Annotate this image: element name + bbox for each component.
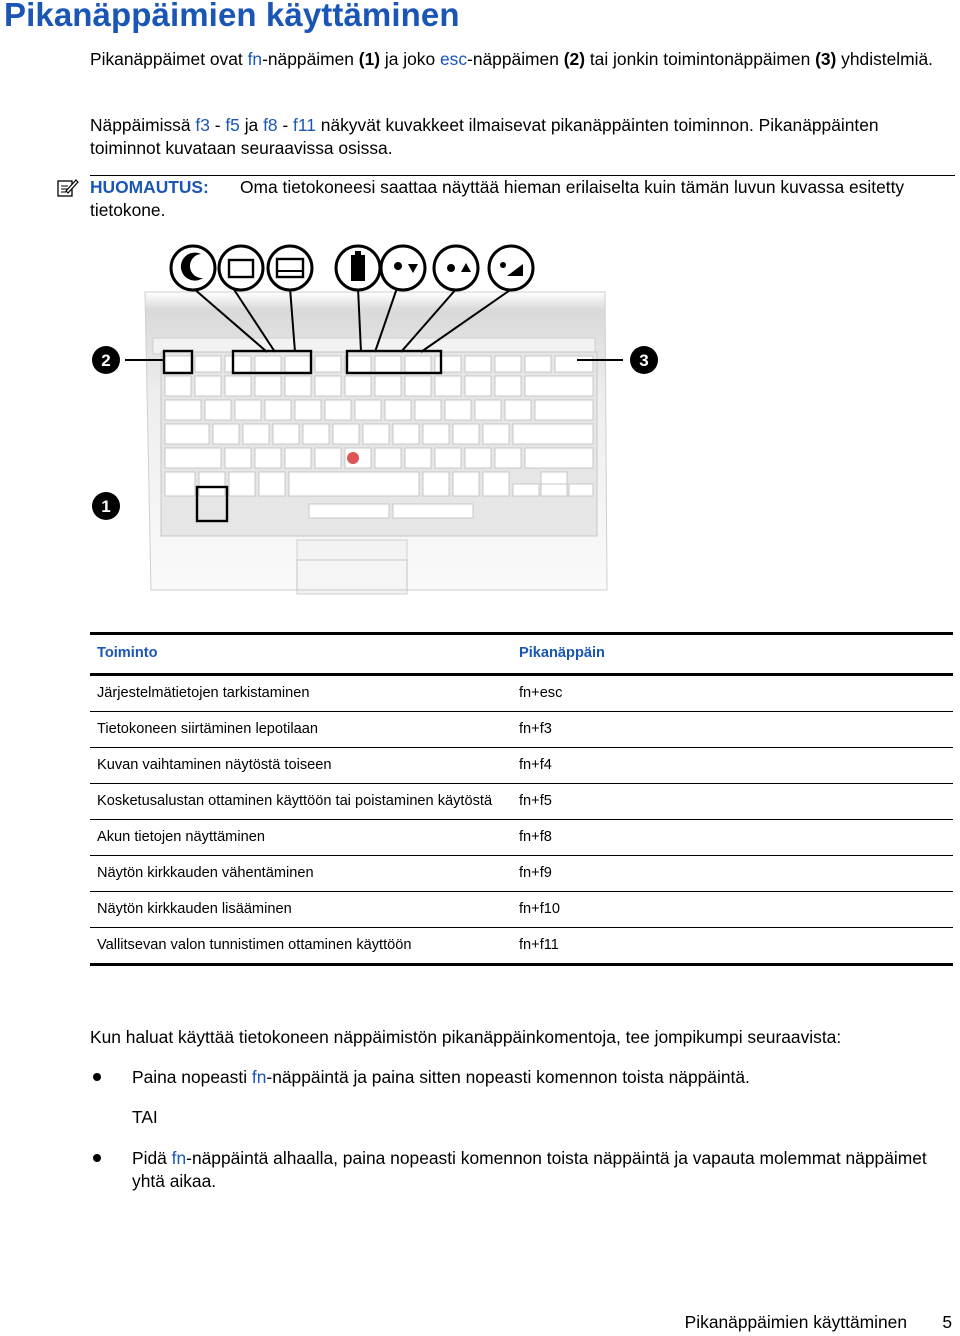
header-function: Toiminto: [90, 634, 512, 675]
brightness-up-icon: [434, 246, 478, 290]
note-label: HUOMAUTUS:: [90, 177, 209, 197]
icons-paragraph: Näppäimissä f3 - f5 ja f8 - f11 näkyvät kuvakkeet ilmaisevat pikanäppäinten toiminnon. Pikanäppäinten toiminnot kuvataan seuraavissa osissa.: [90, 115, 879, 158]
intro-paragraph: Pikanäppäimet ovat fn-näppäimen (1) ja joko esc-näppäimen (2) tai jonkin toimintonäppäimen (3) yhdistelmiä.: [90, 49, 933, 69]
callout-2: 2: [101, 351, 111, 370]
usage-or: TAI: [132, 1107, 158, 1127]
table-row: Näytön kirkkauden vähentäminen fn+f9: [90, 856, 953, 892]
note-text: Oma tietokoneesi saattaa näyttää hieman erilaiselta kuin tämän luvun kuvassa esitetty tietokone.: [90, 177, 905, 220]
touchpad-icon: [268, 246, 312, 290]
battery-icon: [336, 246, 380, 290]
brightness-down-icon: [381, 246, 425, 290]
page-number: 5: [942, 1312, 952, 1332]
display-switch-icon: [219, 246, 263, 290]
table-row: Vallitsevan valon tunnistimen ottaminen käyttöön fn+f11: [90, 928, 953, 965]
callout-1: 1: [101, 497, 111, 516]
header-hotkey: Pikanäppäin: [512, 634, 953, 675]
note-pencil-icon: [57, 178, 79, 198]
bullet-dot: [93, 1073, 101, 1081]
table-row: Näytön kirkkauden lisääminen fn+f10: [90, 892, 953, 928]
hotkey-table: [90, 632, 953, 966]
table-row: Akun tietojen näyttäminen fn+f8: [90, 820, 953, 856]
usage-intro: Kun haluat käyttää tietokoneen näppäimistön pikanäppäinkomentoja, tee jompikumpi seuraavista:: [90, 1027, 842, 1047]
table-row: Kuvan vaihtaminen näytöstä toiseen fn+f4: [90, 748, 953, 784]
page-title: Pikanäppäimien käyttäminen: [4, 0, 460, 33]
usage-bullet-1: Paina nopeasti fn-näppäintä ja paina sitten nopeasti komennon toista näppäintä.: [132, 1067, 750, 1087]
ambient-light-icon: [489, 246, 533, 290]
sleep-icon: [171, 246, 215, 290]
bullet-dot: [93, 1154, 101, 1162]
function-icons: [171, 246, 533, 290]
usage-bullet-2: Pidä fn-näppäintä alhaalla, paina nopeasti komennon toista näppäintä ja vapauta molemmat näppäimet yhtä aikaa.: [132, 1148, 927, 1191]
table-header-row: [90, 634, 953, 675]
pointing-stick: [347, 452, 359, 464]
footer-title: Pikanäppäimien käyttäminen: [684, 1312, 907, 1332]
table-row: Tietokoneen siirtäminen lepotilaan fn+f3: [90, 712, 953, 748]
table-row: Kosketusalustan ottaminen käyttöön tai poistaminen käytöstä fn+f5: [90, 784, 953, 820]
note: [90, 176, 940, 222]
table-row: Järjestelmätietojen tarkistaminen fn+esc: [90, 675, 953, 712]
keyboard-figure: [85, 240, 649, 600]
callout-3: 3: [639, 351, 649, 370]
